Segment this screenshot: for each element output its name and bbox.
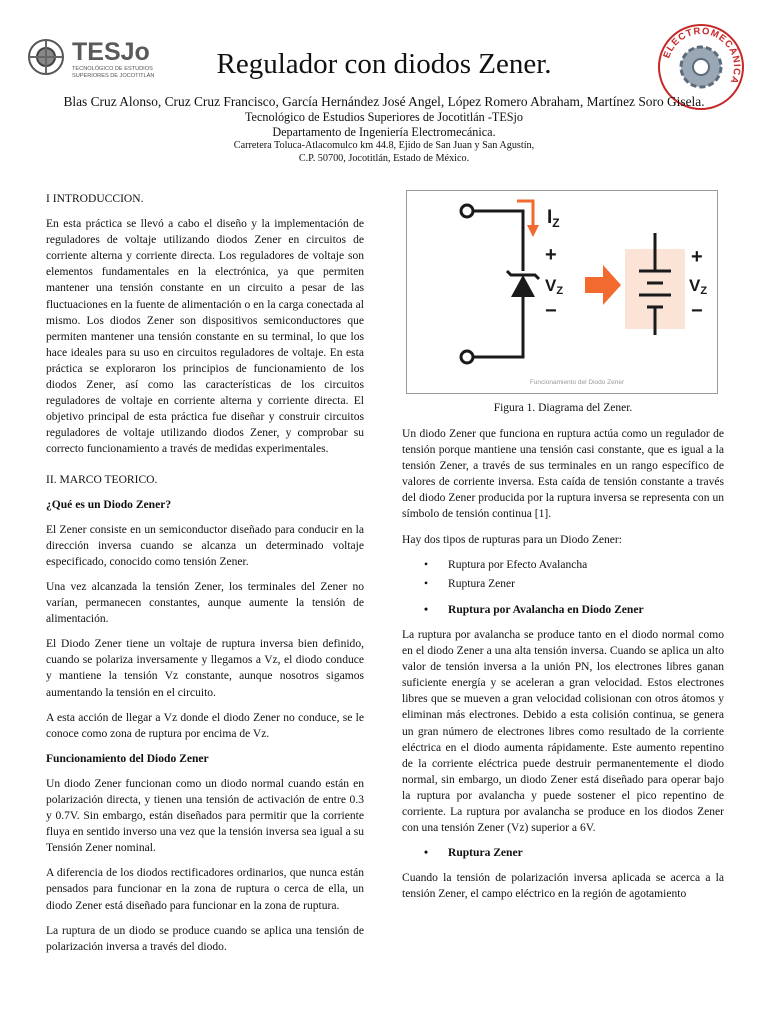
list-item: • Ruptura por Efecto Avalancha xyxy=(402,557,724,573)
vz-label-right: V xyxy=(689,276,701,295)
plus-sign-left: + xyxy=(545,244,557,266)
terminal-bottom xyxy=(461,351,473,363)
intro-paragraph: En esta práctica se llevó a cabo el diseño y la implementación de reguladores de voltaje utilizando diodos Zener en circuitos de corriente alterna y corriente directa. Los reguladores de voltaje son elementos fundamentales en la electrónica, ya que permiten mantener una tensión constante en un circuito a pesar de las fluctuaciones en la fuente de alimentación o en la carga conectada al mismo. Los diodos Zener son dispositivos semiconductores que permiten mantener una tensión constante en su terminal, lo que los hace ideales para su uso en circuitos reguladores de voltaje. En esta práctica se exploraron los principios de funcionamiento de los diodos Zener, así como las características de los circuitos reguladores de voltaje en corriente alterna y corriente directa. El objetivo principal de esta práctica fue diseñar y construir circuitos reguladores de voltaje utilizando diodos Zener, y comprobar su correcto funcionamiento a través de medidas experimentales. xyxy=(46,218,364,456)
institution: Tecnológico de Estudios Superiores de Jocotitlán -TESjo xyxy=(244,110,524,124)
terminal-top xyxy=(461,205,473,217)
zener-diode-icon xyxy=(507,271,539,297)
svg-text:VZ xyxy=(545,276,563,297)
address-line-2: C.P. 50700, Jocotitlán, Estado de México. xyxy=(298,153,470,164)
paragraph: El Diodo Zener tiene un voltaje de ruptura inversa bien definido, cuando se polariza inversamente y llegamos a Vz, el diodo conduce y mantiene la tensión Vz constante, aunque nosotros sigamos aumentando la tensión en el circuito. xyxy=(46,638,364,699)
vz-label-right-sub: Z xyxy=(700,285,708,297)
minus-sign-right: − xyxy=(691,300,703,322)
zener-figure xyxy=(406,190,718,394)
iz-label-sub: Z xyxy=(552,216,560,230)
vz-label-left: V xyxy=(545,276,557,295)
paragraph: El Zener consiste en un semiconductor diseñado para conducir en la dirección inversa cuando se alcanza un determinado voltaje especificado, conocido como tensión Zener. xyxy=(46,523,364,568)
plus-sign-right: + xyxy=(691,246,703,268)
paragraph: La ruptura por avalancha se produce tanto en el diodo normal como en el diodo Zener a una alta tensión inversa. Cuando se aplica un alto valor de tensión inversa a la unión PN, los electrones libres ganan suficiente energía y se aceleran a gran velocidad. Estos electrones libres que se mueven a gran velocidad colisionan con otros átomos y eliminan más electrones. Debido a esta colisión continua, se genera un gran número de electrones libres como resultado de la corriente eléctrica en el diodo aumenta rápidamente. Este aumento repentino de la corriente eléctrica puede destruir permanentemente el diodo normal, sin embargo, un diodo Zener está diseñado para operar bajo la ruptura por avalancha y puede sostener el pico repentino de corriente. La ruptura por avalancha se produce en los diodos Zener con una tensión Zener (Vz) superior a 6V. xyxy=(402,628,724,835)
paragraph: A esta acción de llegar a Vz donde el diodo Zener no conduce, se le conoce como zona de ruptura por encima de Vz. xyxy=(46,711,364,740)
iz-label: I xyxy=(547,207,553,228)
authors: Blas Cruz Alonso, Cruz Cruz Francisco, García Hernández José Angel, López Romero Abraham, Martínez Soro Gisela. xyxy=(63,94,705,109)
tesjo-logo-sub2: SUPERIORES DE JOCOTITLÁN xyxy=(72,73,155,79)
tesjo-logo-text: TESJo xyxy=(72,38,150,66)
address-line-1: Carretera Toluca-Atlacomulco km 44.8, Ejido de San Juan y San Agustín, xyxy=(233,140,535,151)
circuit-wire xyxy=(473,211,523,357)
svg-text:IZ xyxy=(547,207,560,230)
marco-heading: II. MARCO TEORICO. xyxy=(46,473,158,486)
paper-title: Regulador con diodos Zener. xyxy=(216,48,552,80)
electromecanica-logo-text: ELECTROMECÁNICA xyxy=(661,25,743,86)
tesjo-logo-sub1: TECNOLÓGICO DE ESTUDIOS xyxy=(72,66,153,72)
paragraph: Un diodo Zener que funciona en ruptura actúa como un regulador de tensión porque mantiene una tensión casi constante, que es igual a la tensión Zener, a través de sus terminales en un rango específico de valores de corriente inversa. Esta caída de tensión constante a través del diodo Zener producida por la ruptura inversa se representa con un símbolo de tensión continua [1]. xyxy=(402,428,724,521)
paragraph: La ruptura de un diodo se produce cuando se aplica una tensión de polarización inversa a través del diodo. xyxy=(46,924,364,953)
avalancha-heading: • Ruptura por Avalancha en Diodo Zener xyxy=(402,602,724,618)
figure-footer: Funcionamiento del Diodo Zener xyxy=(529,379,625,386)
vz-label-left-sub: Z xyxy=(556,285,564,297)
paragraph: Una vez alcanzada la tensión Zener, los terminales del Zener no varían, permanecen constantes, aunque aumente la tensión de alimentación. xyxy=(46,580,364,626)
department: Departamento de Ingeniería Electromecánica. xyxy=(272,125,496,139)
paragraph: A diferencia de los diodos rectificadores ordinarios, que nunca están pensados para funcionar en la zona de ruptura o cerca de ella, un diodo Zener está diseñado para funcionar en la zona de ruptura. xyxy=(46,867,364,912)
ruptura-types-list xyxy=(402,557,724,592)
right-column xyxy=(402,426,724,911)
funcionamiento-heading: Funcionamiento del Diodo Zener xyxy=(46,752,209,765)
svg-text:VZ xyxy=(689,276,707,297)
paragraph: Un diodo Zener funcionan como un diodo normal cuando están en polarización directa, y tienen una tensión de activación de entre 0.3 y 0.7V. Sin embargo, están diseñados para permitir que la corriente fluya en sentido inverso una vez que la tensión inversa sea igual a su Tensión Zener nominal. xyxy=(46,777,364,855)
left-column xyxy=(46,191,364,964)
ruptura-zener-heading: • Ruptura Zener xyxy=(402,845,724,861)
intro-heading: I INTRODUCCION. xyxy=(46,193,144,205)
que-es-heading: ¿Qué es un Diodo Zener? xyxy=(46,498,172,511)
minus-sign-left: − xyxy=(545,300,557,322)
arrow-right-icon xyxy=(585,265,621,305)
figure-caption: Figura 1. Diagrama del Zener. xyxy=(493,402,633,414)
list-item: • Ruptura Zener xyxy=(402,576,724,592)
paragraph: Cuando la tensión de polarización inversa aplicada se acerca a la tensión Zener, el campo eléctrico en la región de agotamiento xyxy=(402,872,724,901)
paragraph: Hay dos tipos de rupturas para un Diodo Zener: xyxy=(402,533,622,546)
current-arrow-icon xyxy=(517,201,533,225)
